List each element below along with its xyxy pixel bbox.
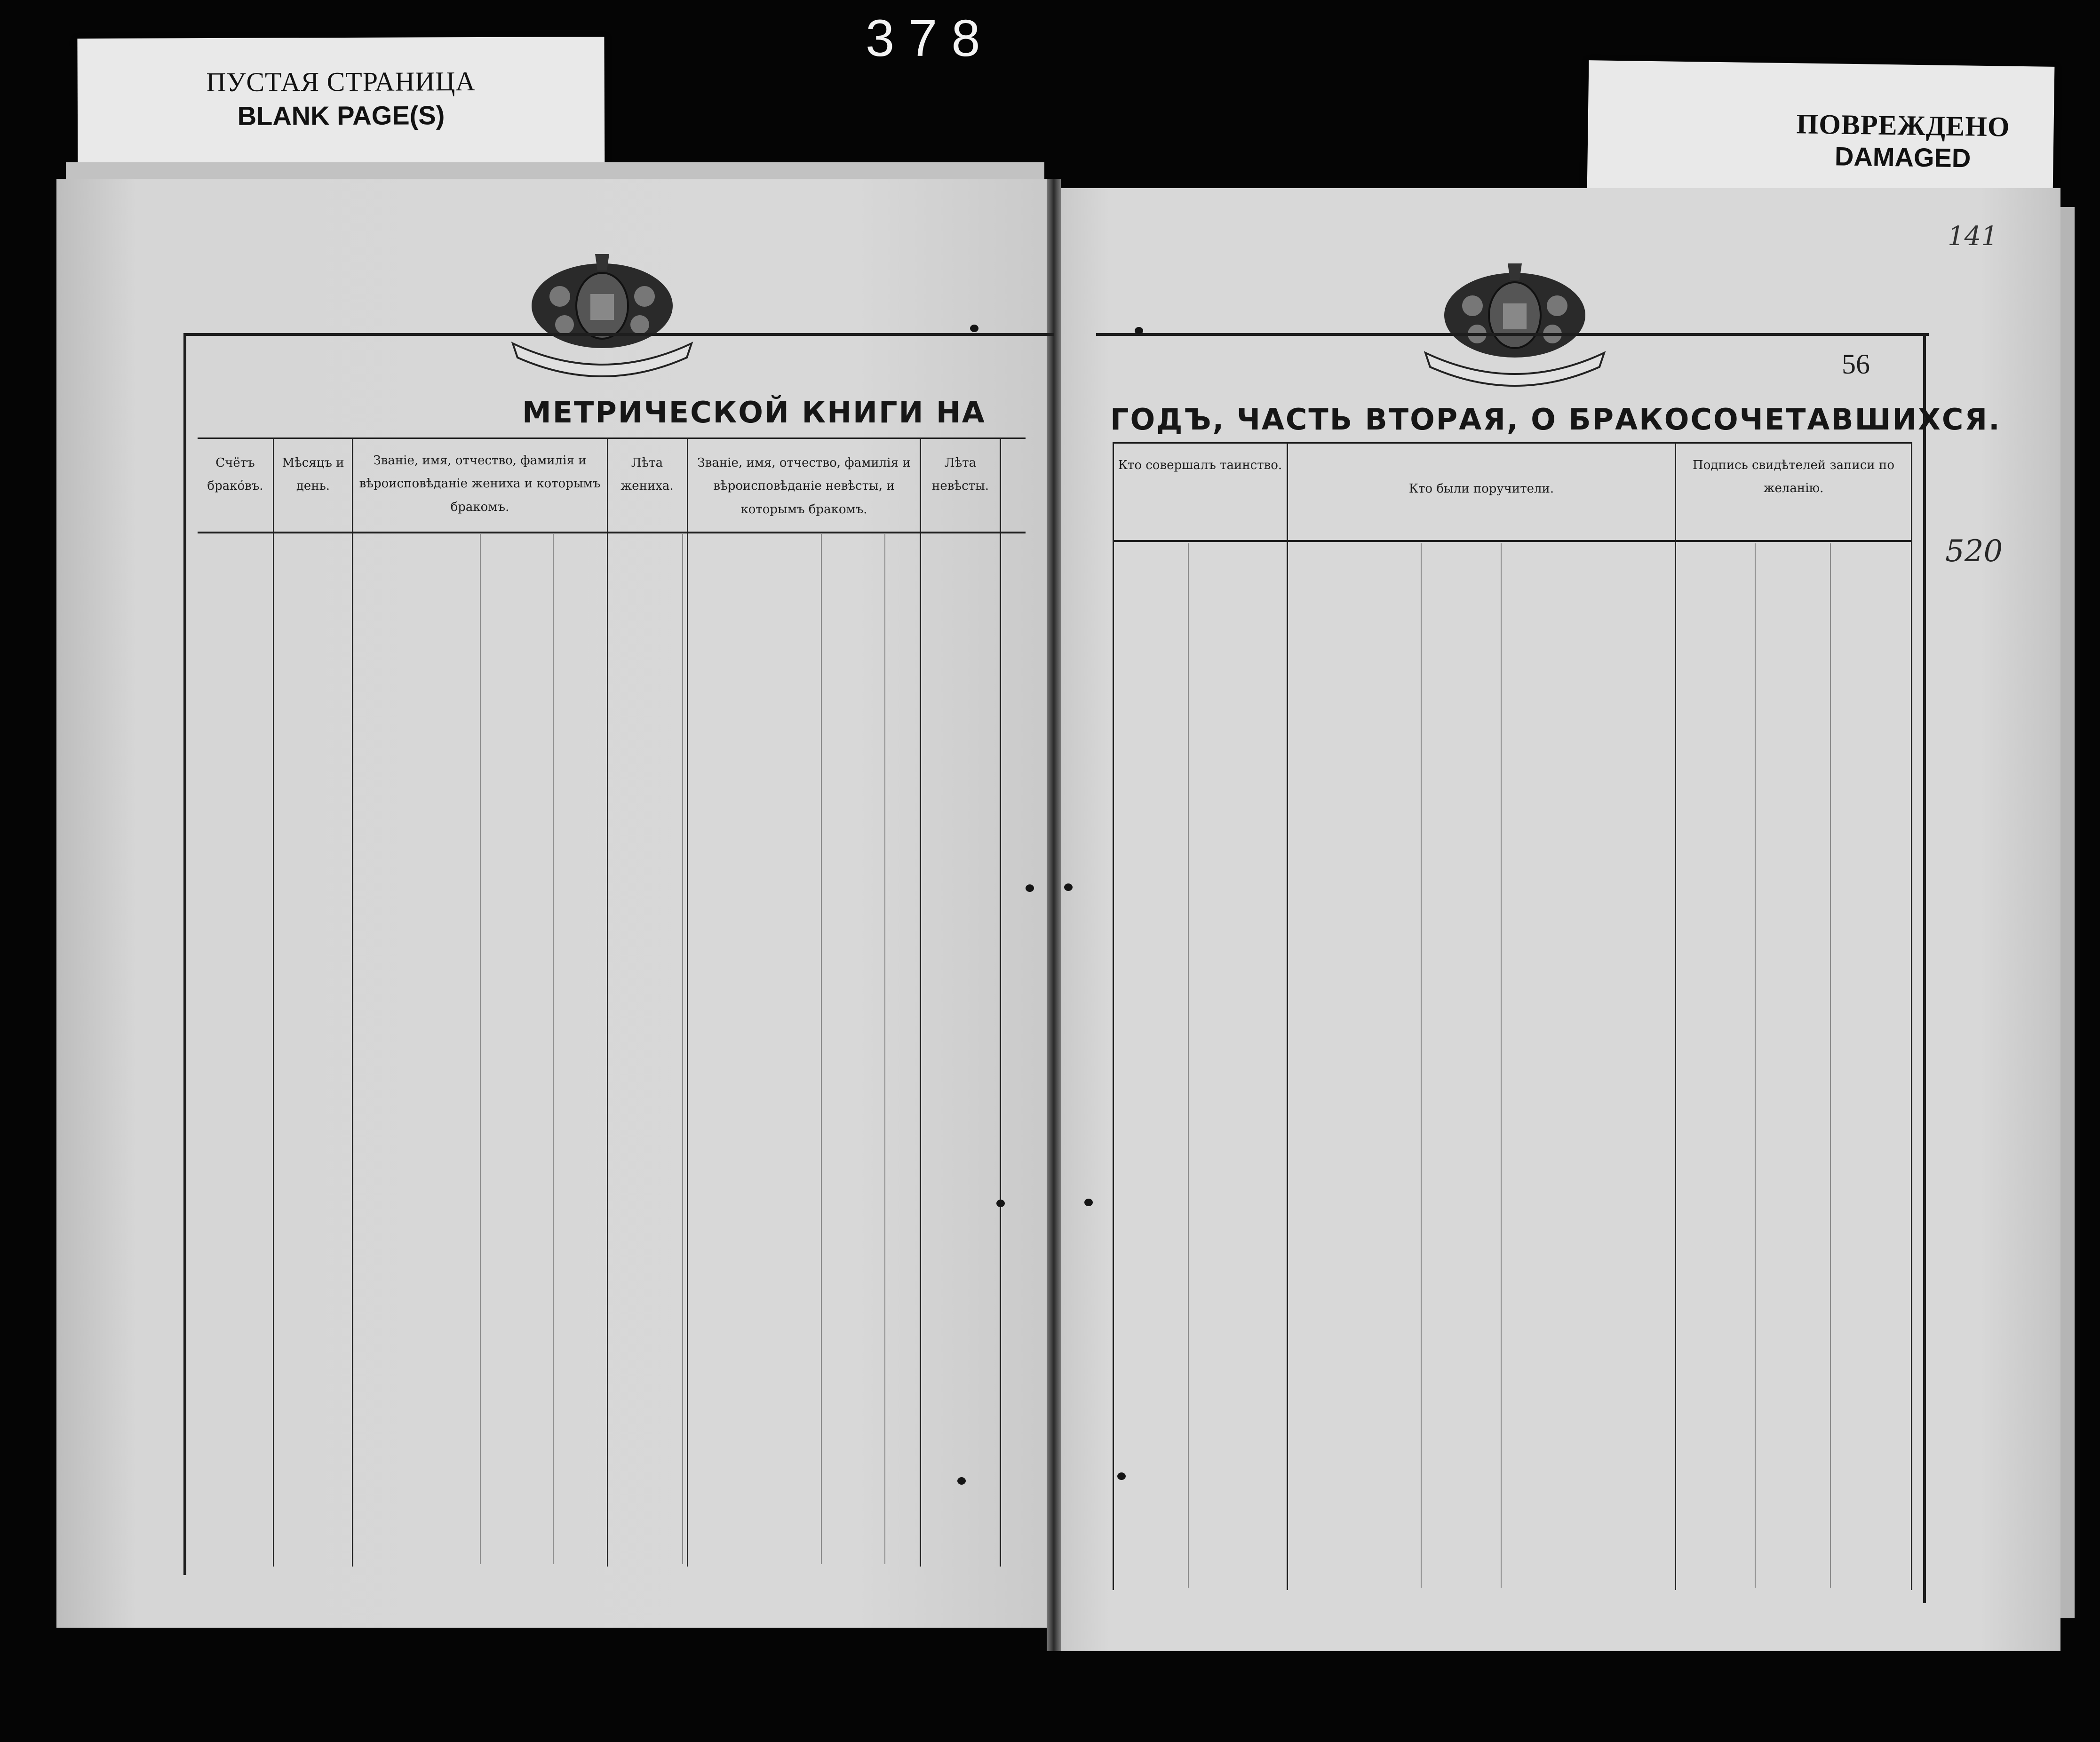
column-header-groom-age: Лѣта жениха. <box>620 456 674 493</box>
column-header-marriage-count: Счётъ бракóвъ. <box>207 456 263 493</box>
column-header-groom: Званіе, имя, отчество, фамилія и вѣроисповѣданіе жениха и которымъ бракомъ. <box>359 453 601 514</box>
grid-line <box>1188 543 1189 1588</box>
column-header-month-day: Мѣсяцъ и день. <box>282 456 344 493</box>
binding-hole <box>1135 327 1143 334</box>
binding-hole <box>1064 883 1073 891</box>
column-header-witness-signatures: Подпись свидѣтелей записи по желанію. <box>1693 458 1894 496</box>
sticker-ru-label: ПОВРЕЖДЕНО <box>1796 108 2011 143</box>
sticker-ru-label: ПУСТАЯ СТРАНИЦА <box>206 66 476 97</box>
book-gutter <box>1047 179 1061 1651</box>
grid-line <box>821 534 822 1564</box>
handwritten-archive-number: 520 <box>1945 534 2003 569</box>
column-header-officiant: Кто совершалъ таинство. <box>1118 458 1282 472</box>
coat-of-arms-right-icon <box>1416 254 1614 395</box>
column-header-bride: Званіе, имя, отчество, фамилія и вѣроисповѣданіе невѣсты, и которымъ бракомъ. <box>697 456 911 517</box>
frame-number: 378 <box>866 9 994 67</box>
grid-line <box>480 534 481 1564</box>
grid-line <box>884 534 885 1564</box>
left-page-stack-edge <box>66 162 1044 181</box>
column-header-sponsors: Кто были поручители. <box>1408 482 1554 496</box>
grid-line <box>682 534 683 1564</box>
binding-hole <box>957 1477 966 1485</box>
sticker-en-label: DAMAGED <box>1834 141 1971 173</box>
binding-hole <box>1117 1472 1126 1480</box>
binding-hole <box>996 1200 1005 1207</box>
right-page-title: ГОДЪ, ЧАСТЬ ВТОРАЯ, О БРАКОСОЧЕТАВШИХСЯ. <box>1110 402 2001 437</box>
grid-line <box>1501 543 1502 1588</box>
column-divider <box>1287 442 1288 1590</box>
column-divider <box>920 437 921 1567</box>
grid-line <box>553 534 554 1564</box>
column-divider <box>1000 437 1001 1567</box>
right-header-bottom-rule <box>1113 540 1912 542</box>
column-divider <box>687 437 688 1567</box>
left-page-title: МЕТРИЧЕСКОЙ КНИГИ НА <box>522 395 986 430</box>
right-top-rule <box>1096 333 1929 336</box>
binding-hole <box>970 325 978 332</box>
binding-hole <box>1026 884 1034 892</box>
grid-line <box>1755 543 1756 1588</box>
coat-of-arms-left-icon <box>503 245 701 386</box>
column-divider <box>352 437 353 1567</box>
right-header-top-rule <box>1113 442 1912 444</box>
page-number: 56 <box>1842 349 1870 380</box>
binding-hole <box>1084 1199 1093 1206</box>
grid-line <box>1830 543 1831 1588</box>
column-divider <box>273 437 274 1567</box>
column-divider <box>1675 442 1676 1590</box>
column-divider <box>1113 442 1114 1590</box>
left-top-rule <box>183 333 1054 336</box>
column-divider <box>1911 442 1912 1590</box>
right-outer-rule <box>1923 333 1926 1603</box>
column-divider <box>607 437 608 1567</box>
handwritten-folio: 141 <box>1948 221 1998 252</box>
grid-line <box>1421 543 1422 1588</box>
sticker-en-label: BLANK PAGE(S) <box>237 100 445 131</box>
left-outer-rule <box>183 333 186 1575</box>
left-header-top-rule <box>198 437 1026 439</box>
column-header-bride-age: Лѣта невѣсты. <box>932 456 989 493</box>
left-header-bottom-rule <box>198 532 1026 533</box>
